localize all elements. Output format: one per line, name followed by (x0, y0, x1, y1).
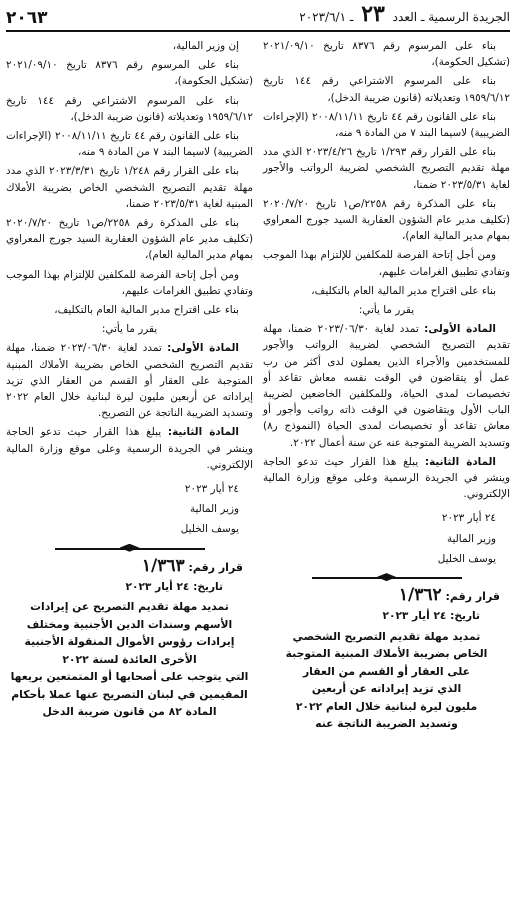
recital: بناء على المرسوم رقم ٨٣٧٦ تاريخ ٢٠٢١/٠٩/١٠ (تشكيل الحكومة)، (6, 59, 253, 88)
decision-title (263, 628, 510, 733)
recital: بناء على المذكرة رقم ٢٢٥٨/ص١ تاريخ ٢٠٢٠/٧/٢٠ (تكليف مدير عام الشؤون العقارية السيد جورج المعراوي بمهام مدير المالية العام)، (263, 197, 510, 243)
recital: بناء على المرسوم رقم ٨٣٧٦ تاريخ ٢٠٢١/٠٩/١٠ (تشكيل الحكومة)، (263, 40, 510, 69)
decision-number (6, 555, 253, 576)
section-divider (6, 548, 253, 550)
recital: بناء على القانون رقم ٤٤ تاريخ ٢٠٠٨/١١/١١ (الإجراءات الضريبية) لاسيما البند ٧ من المادة ٩ منه، (263, 110, 510, 140)
title-line: الأخرى العائدة لسنة ٢٠٢٢ (62, 652, 197, 666)
decision-number-value: ١/٣٦٣ (141, 555, 185, 576)
decision-label: قرار رقم: (188, 560, 243, 574)
signature-block (6, 481, 253, 538)
decision-number-value: ١/٣٦٢ (398, 585, 442, 606)
recital: ومن أجل إتاحة الفرصة للمكلفين للإلتزام بهذا الموجب وتفادي تطبيق الغرامات عليهم، (263, 249, 510, 278)
recital: بناء على اقتراح مدير المالية العام بالتكليف، (311, 284, 496, 297)
decision-label: قرار رقم: (445, 590, 500, 604)
signature-title: وزير المالية (189, 503, 239, 516)
section-divider (263, 577, 510, 579)
decision-date: تاريخ: ٢٤ أيار ٢٠٢٣ (382, 610, 480, 623)
article-text: يبلغ هذا القرار حيث تدعو الحاجة وينشر في الجريدة الرسمية وعلى موقع وزارة المالية الإلكتروني. (6, 426, 253, 471)
signature-title: وزير المالية (446, 532, 496, 545)
preamble: إن وزير المالية، (172, 40, 239, 52)
title-line: وتسديد الضريبة الناتجة عنه (315, 717, 458, 730)
signature-date: ٢٤ أيار ٢٠٢٣ (441, 512, 496, 525)
recital: بناء على اقتراح مدير المالية العام بالتكليف، (54, 304, 239, 317)
recital: بناء على المرسوم الاشتراعي رقم ١٤٤ تاريخ ١٩٥٩/٦/١٢ وتعديلاته (قانون ضريبة الدخل)، (6, 94, 253, 123)
title-line: الخاص بضريبة الأملاك المبنية المتوجبة (285, 647, 488, 660)
article-text: تمدد لغاية ٢٠٢٣/٠٦/٣٠ ضمنا، مهلة تقديم التصريح الشخصي الخاص بضريبة الأملاك المبنية المتوجبة على العقار أو القسم من العقار الذي تزيد إيراداته عن أربعين مليون ليرة لبنانية خلال العام ٢٠٢٢ وتسديد الضريبة الناتجة عن التصريح. (6, 342, 253, 420)
recital: بناء على القرار رقم ١/٢٩٣ تاريخ ٢٠٢٣/٤/٢٦ الذي مدد مهلة تقديم التصريح الشخصي لضريبة الرواتب والأجور لغاية ٢٠٢٣/٥/٣١ ضمنا، (263, 146, 510, 191)
page-number: ٢٠٦٣ (6, 8, 48, 28)
title-line: على العقار أو القسم من العقار (302, 664, 471, 678)
running-title (299, 1, 510, 30)
signature-date: ٢٤ أيار ٢٠٢٣ (184, 483, 239, 496)
signature-name: يوسف الخليل (180, 523, 239, 536)
title-line: إيرادات رؤوس الأموال المنقولة الأجنبية (24, 635, 235, 649)
title-line: تمديد مهلة تقديم التصريح عن إيرادات (30, 600, 229, 614)
recital: بناء على المرسوم الاشتراعي رقم ١٤٤ تاريخ ١٩٥٩/٦/١٢ وتعديلاته (قانون ضريبة الدخل)، (263, 75, 510, 104)
title-line: المقيمين في لبنان التصريح عنها عملا بأحكام (11, 687, 248, 701)
recital: ومن أجل إتاحة الفرصة للمكلفين للإلتزام بهذا الموجب وتفادي تطبيق الغرامات عليهم، (6, 268, 253, 297)
title-line: المادة ٨٢ من قانون ضريبة الدخل (42, 705, 217, 719)
article-1 (263, 321, 510, 451)
issue-number: ٢٣ (361, 1, 385, 27)
article-text: تمدد لغاية ٢٠٢٣/٠٦/٣٠ ضمنا، مهلة تقديم التصريح الشخصي لضريبة الرواتب والأجور للمستخدمين والأجراء الذين يعملون لدى أكثر من رب عمل أو يتقاضون في الوقت نفسه معاش تقاعد أو تخصيصات لمدى الحياة، وللمكلفين الخاضعين لضريبة الباب الأول ويتقاضون في الوقت ذاته رواتب وأجور أو معاش تقاعد أو تخصيصات لمدى الحياة (النموذج ر٨) وتسديد الضريبة المتوجبة عنه عن سنة أعمال ٢٠٢٢. (263, 323, 510, 449)
recital: بناء على المذكرة رقم ٢٢٥٨/ص١ تاريخ ٢٠٢٠/٧/٢٠ (تكليف مدير عام الشؤون العقارية السيد جورج المعراوي بمهام مدير المالية العام)، (6, 217, 253, 262)
right-column (263, 38, 510, 733)
page-header (6, 1, 510, 32)
title-line: مليون ليرة لبنانية خلال العام ٢٠٢٢ (295, 699, 478, 713)
signature-name: يوسف الخليل (437, 552, 496, 565)
title-line: الذي تزيد إيراداته عن أربعين (311, 682, 462, 695)
article-text: يبلغ هذا القرار حيث تدعو الحاجة وينشر في الجريدة الرسمية وعلى موقع وزارة المالية الإلكتروني. (263, 455, 510, 501)
article-label: المادة الأولى: (167, 342, 239, 355)
recital: بناء على القانون رقم ٤٤ تاريخ ٢٠٠٨/١١/١١ (الإجراءات الضريبية) لاسيما البند ٧ من المادة ٩ منه، (6, 130, 253, 159)
article-label: المادة الأولى: (424, 323, 496, 336)
title-line: التي يتوجب على أصحابها أو المتمتعين بريعها (10, 670, 249, 684)
decides-heading: يقرر ما يأتي: (101, 323, 158, 336)
signature-block (263, 510, 510, 567)
article-2 (263, 454, 510, 503)
decides-heading: يقرر ما يأتي: (358, 304, 415, 317)
article-label: المادة الثانية: (424, 455, 496, 468)
title-line: تمديد مهلة تقديم التصريح الشخصي (292, 629, 481, 643)
decision-number (263, 587, 510, 605)
publication-name: الجريدة الرسمية ـ العدد (392, 10, 510, 24)
article-2 (6, 424, 253, 473)
left-column (6, 38, 253, 721)
issue-date: ـ ٢٠٢٣/٦/١ (299, 10, 354, 24)
decision-title (6, 598, 253, 721)
article-1 (6, 340, 253, 421)
decision-date: تاريخ: ٢٤ أيار ٢٠٢٣ (125, 580, 223, 593)
recital: بناء على القرار رقم ١/٢٤٨ تاريخ ٢٠٢٣/٣/٣١ الذي مدد مهلة تقديم التصريح الشخصي الخاص بضريبة الأملاك المبنية لغاية ٢٠٢٣/٥/٣١ ضمنا، (6, 165, 253, 210)
title-line: الأسهم وسندات الدين الأجنبية ومختلف (26, 617, 233, 631)
article-label: المادة الثانية: (167, 426, 239, 439)
